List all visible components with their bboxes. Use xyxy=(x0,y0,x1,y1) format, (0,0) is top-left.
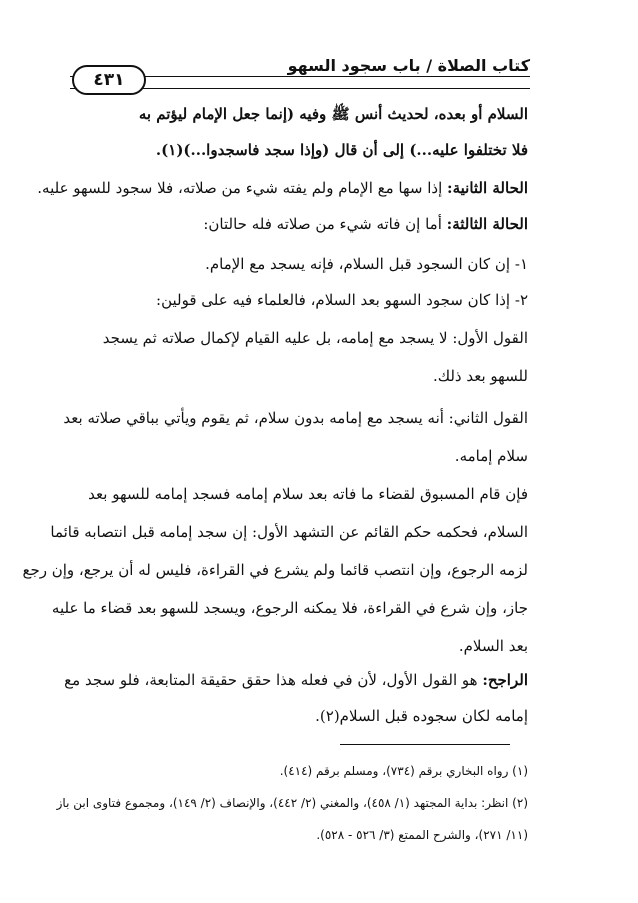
body-line-11: فإن قام المسبوق لقضاء ما فاته بعد سلام إمامه فسجد إمامه للسهو بعد xyxy=(88,485,528,503)
body-line-4 xyxy=(88,214,528,234)
body-line-6: ٢- إذا كان سجود السهو بعد السلام، فالعلماء فيه على قولين: xyxy=(156,291,528,309)
body-line-7: القول الأول: لا يسجد مع إمامه، بل عليه القيام لإكمال صلاته ثم يسجد xyxy=(102,329,528,347)
body-line-15: بعد السلام. xyxy=(458,637,528,655)
body-line-17: إمامه لكان سجوده قبل السلام(٢). xyxy=(315,707,528,725)
body-line-1: السلام أو بعده، لحديث أنس ﷺ وفيه (إنما جعل الإمام ليؤتم به xyxy=(138,105,528,123)
body-line-10: سلام إمامه. xyxy=(454,447,528,465)
preferred-label: الراجح: xyxy=(482,671,528,689)
body-line-9: القول الثاني: أنه يسجد مع إمامه بدون سلام، ثم يقوم ويأتي بباقي صلاته بعد xyxy=(63,409,528,427)
body-line-16 xyxy=(64,670,528,690)
body-line-5: ١- إن كان السجود قبل السلام، فإنه يسجد مع الإمام. xyxy=(205,255,528,273)
footnote-2-continued: (١١/ ٢٧١)، والشرح الممتع (٣/ ٥٢٦ - ٥٢٨). xyxy=(316,828,528,842)
footnote-2: (٢) انظر: بداية المجتهد (١/ ٤٥٨)، والمغني (٢/ ٤٤٢)، والإنصاف (٢/ ١٤٩)، ومجموع فتاوى ابن باز xyxy=(56,796,528,810)
body-line-2: فلا تختلفوا عليه...) إلى أن قال (وإذا سجد فاسجدوا...)(١). xyxy=(155,141,528,159)
footnote-separator xyxy=(340,744,510,745)
running-title: كتاب الصلاة / باب سجود السهو xyxy=(282,56,530,75)
body-line-12: السلام، فحكمه حكم القائم عن التشهد الأول: إن سجد إمامه قبل انتصابه قائما xyxy=(50,523,528,541)
footnote-1: (١) رواه البخاري برقم (٧٣٤)، ومسلم برقم (٤١٤). xyxy=(279,764,528,778)
preferred-text: هو القول الأول، لأن في فعله هذا حقق حقيقة المتابعة، فلو سجد مع xyxy=(64,671,483,689)
case-two-text: إذا سها مع الإمام ولم يفته شيء من صلاته، فلا سجود للسهو عليه. xyxy=(37,179,448,197)
page-number: ٤٣١ xyxy=(72,65,146,95)
body-line-8: للسهو بعد ذلك. xyxy=(432,367,528,385)
case-two-label: الحالة الثانية: xyxy=(447,179,528,197)
case-three-text: أما إن فاته شيء من صلاته فله حالتان: xyxy=(203,215,447,233)
body-line-13: لزمه الرجوع، وإن انتصب قائما ولم يشرع في القراءة، فليس له أن يرجع، وإن رجع xyxy=(22,561,528,579)
page-header xyxy=(70,56,530,100)
body-line-3 xyxy=(37,178,528,198)
body-line-14: جاز، وإن شرع في القراءة، فلا يمكنه الرجوع، ويسجد للسهو بعد قضاء ما عليه xyxy=(51,599,528,617)
case-three-label: الحالة الثالثة: xyxy=(446,215,528,233)
